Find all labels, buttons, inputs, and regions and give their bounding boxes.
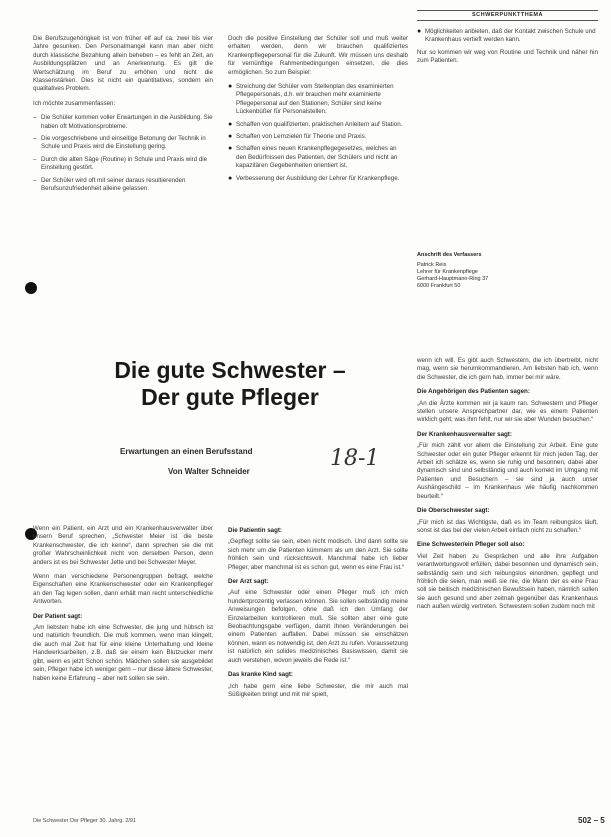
section-heading: Der Krankenhausverwalter sagt: [417,430,512,438]
title-line: Die gute Schwester – [114,357,346,383]
paragraph: Ich möchte zusammenfassen: [33,99,116,107]
list-item: ● Schaffen von qualifizierten, praktischen Anleitern auf Station. [228,121,408,129]
paragraph: „Für mich zählt vor allem die Einstellung zur Arbeit. Eine gute Schwester oder ein guter Pfleger erkennt für mich jeden Tag, der Arbeit ich schätze es, wenn sie ruhig und besonnen, dabei aber dynamisch sind und selbständig und auch korrekt im Umgang mit Patienten und Besuchern – sie sind ja auch unser Aushängeschild – im Krankenhaus wie häufig nachkommen beurteilt.“ [417,442,598,500]
address-line: Lehrer für Krankenpflege [417,269,478,275]
title-line: Der gute Pfleger [141,384,319,410]
list-item: ● Schaffen eines neuen Krankenpflegegesetzes, welches an den Bedürfnissen des Patienten, der Schülers und nicht an kapazitären Gegebenheiten orientiert ist. [228,145,408,170]
section-heading: Die Oberschwester sagt: [417,507,490,515]
dash-list [33,114,213,193]
address-line: Gerhard-Hauptmann-Ring 37 [417,276,489,282]
address-line: 6000 Frankfurt 50 [417,283,461,289]
section-heading: Der Patient sagt: [33,612,83,620]
section-heading: Die Patientin sagt: [228,527,282,534]
paragraph: „Für mich ist das Wichtigste, daß es im Team reibungslos läuft, sonst ist das bei der vielen Arbeit einfach nicht zu schaffen.“ [417,518,598,534]
paragraph: „Auf eine Schwester oder einen Pfleger muß ich mich hundertprozentig verlassen können. Sie sollen selbständig meine Anweisungen befolgen, ohne daß ich den Umfang der Einzelarbeiten kontrollieren muß. Sie sollten aber eine gute Beobachtungsgabe verfügen, damit Ihnen Veränderungen bei einem Patienten auffallen. Dabei müssen sie einschätzen können, wann es notwendig ist, den Arzt zu rufen. Voraussetzung ist natürlich ein solides medizinisches Basiswissen, damit sie auch verstehen, wovon jeweils die Rede ist.“ [228,589,408,664]
paragraph: „Gepflegt sollte sie sein, eben nicht modisch. Und dann sollte sie sich mehr um die Patienten kümmern als um den Arzt. Sie sollte fröhlich sein und rücksichtsvoll. Manchmal habe ich lieber Pfleger, aber manchmal ist es schon gut, wenn es eine Frau ist.“ [228,538,408,571]
paragraph: „An die Ärzte kommen wir ja kaum ran. Schwestern und Pfleger stellen unsere Ansprechpartner dar, wie es einem Patienten wirklich geht, was ihm fehlt, nur wir sie aber Wunden besuchen.“ [417,399,598,424]
section-heading: Die Angehörigen des Patienten sagen: [417,388,530,396]
article-byline: Von Walter Schneider [168,467,250,476]
article-column-1 [33,525,213,689]
page-number: 502 – 5 [578,816,605,825]
address-heading: Anschrift des Verfassers [417,252,482,258]
right-column [417,357,598,618]
section-heading: Eine Schwester/ein Pfleger soll also: [417,541,525,549]
bullet-list [417,28,598,45]
list-item: – Der Schüler wird oft mit seiner daraus resultierenden Berufsunzufriedenheit alleine gelassen. [33,177,213,194]
article-subtitle: Erwartungen an einen Berufsstand [120,447,253,456]
paragraph: Doch die positive Einstellung der Schüler soll und muß weiter erhalten werden, denn wir brauchen qualifiziertes Krankenpflegepersonal für die Zukunft. Wir müssen uns deshalb für vernünftige Rahmenbedingungen einsetzen, die dies ermöglichen. So zum Beispiel: [228,35,408,76]
top-column-1 [33,35,213,198]
list-item: ● Schaffen von Lernzielen für Theorie und Praxis. [228,133,408,141]
section-heading: Das kranke Kind sagt: [228,671,293,679]
paragraph: Nur so kommen wir weg von Routine und Technik und näher hin zum Patienten. [417,48,598,65]
list-item: – Die Schüler kommen voller Erwartungen in die Ausbildung. Sie haben oft Motivationsprobleme. [33,114,213,131]
list-item: ● Möglichkeiten anbieten, daß der Kontakt zwischen Schule und Krankenhaus vertieft werden kann. [417,28,598,45]
paragraph: Wenn ein Patient, ein Arzt und ein Krankenhausverwalter über unsern Beruf sprechen, „Schwester Meier ist die beste Krankenschwester, die ich kenne“, dann sprechen sie die mit großer Wahrscheinlichkeit nicht von derselben Person, denn anders ist es bei Schwester Jette und bei Schwester Meyer. [33,525,213,566]
list-item: – Die vorgeschriebene und einseitige Betonung der Technik in Schule und Praxis wird die Einstellung gering. [33,135,213,152]
author-address [417,250,488,290]
list-item: – Durch die alten Säge (Routine) in Schule und Praxis wird die Einstellung gestört. [33,156,213,173]
section-heading: Der Arzt sagt: [228,578,269,586]
top-column-2 [228,35,408,187]
bullet-list [228,83,408,183]
list-item: ● Verbesserung der Ausbildung der Lehrer für Krankenpflege. [228,175,408,183]
paragraph: wenn ich will. Es gibt auch Schwestern, die ich übertreibt, nicht mag, wenn sie herumkommandieren. Am liebsten hab ich, wenn die Schwester, die ich gern hab, immer bei mir wäre. [417,357,598,381]
top-column-3 [417,28,598,72]
punch-hole [25,282,37,294]
address-line: Patrick Reis [417,262,447,268]
page-footer: Die Schwester Der Pfleger 30. Jahrg. 2/91 [33,818,137,824]
paragraph: Die Berufszugehörigkeit ist von früher elf auf ca. zwei bis vier Jahre gesunken. Den Personalmangel kann man aber nicht durch klassische Bezahlung allein beheben – es fehlt an Zeit, an Ausbildungsplätzen und an Anerkennung. Es gilt die Wertschätzung im Beruf zu erhöhen und nicht die Klassenstärken. Dies ist nicht ein quantitatives, sondern ein qualitatives Problem. [33,35,213,93]
paragraph: Viel Zeit haben zu Gesprächen und alle ihre Aufgaben verantwortungsvoll erfüllen, dabei besonnen und dynamisch sein, selbständig sein und sich reibungslos einordnen, gepflegt und fröhlich die seien, man weiß sie nie, die Mann der es eine Frau soll sie beitisch medizinischen Bewußtsein haben, nämlich sollen sie auch gesund und aber zeitnah gegenüber das Krankenhaus nach außen würdig vertreten. Schwestern sollen zudem noch mit [417,552,598,611]
paragraph: „Ich habe gern eine liebe Schwester, die mir auch mal Süßigkeiten bringt und mit mir spielt, [228,682,408,698]
handwritten-note: 18-1 [330,446,380,471]
article-column-2 [228,525,408,705]
paragraph: Wenn man verschiedene Personengruppen befragt, welche Eigenschaften eine Krankenschwester oder ein Krankenpfleger an den Tag legen sollen, dann erhält man recht unterschiedliche Antworten. [33,573,213,606]
section-rubric: SCHWERPUNKTTHEMA [417,10,598,21]
list-item: ● Streichung der Schüler vom Stellenplan des examinierten Pflegepersonals, d.h. wir brauchen mehr examinierte Pflegepersonal auf den Stationen, Schüler sind keine Lückenbüßer für Personalstellen. [228,83,408,117]
article-title [60,357,400,411]
paragraph: „Am liebsten habe ich eine Schwester, die jung und hübsch ist und natürlich freundlich. Die muß kommen, wenn man klingelt, die auch mal Zeit hat für eine kleine Unterhaltung und kleine Handwerksarbeiten, z.B. daß sie einem kein Blutzucker mehr gibt, wenn es jetzt Schon schön. Mädchen sollen sie ausgebildet sein, Pfleger habe ich weniger gern – nur diese ältere Schwester, haben keine Erfahrung – aber nett sollen sie sein. [33,624,213,682]
